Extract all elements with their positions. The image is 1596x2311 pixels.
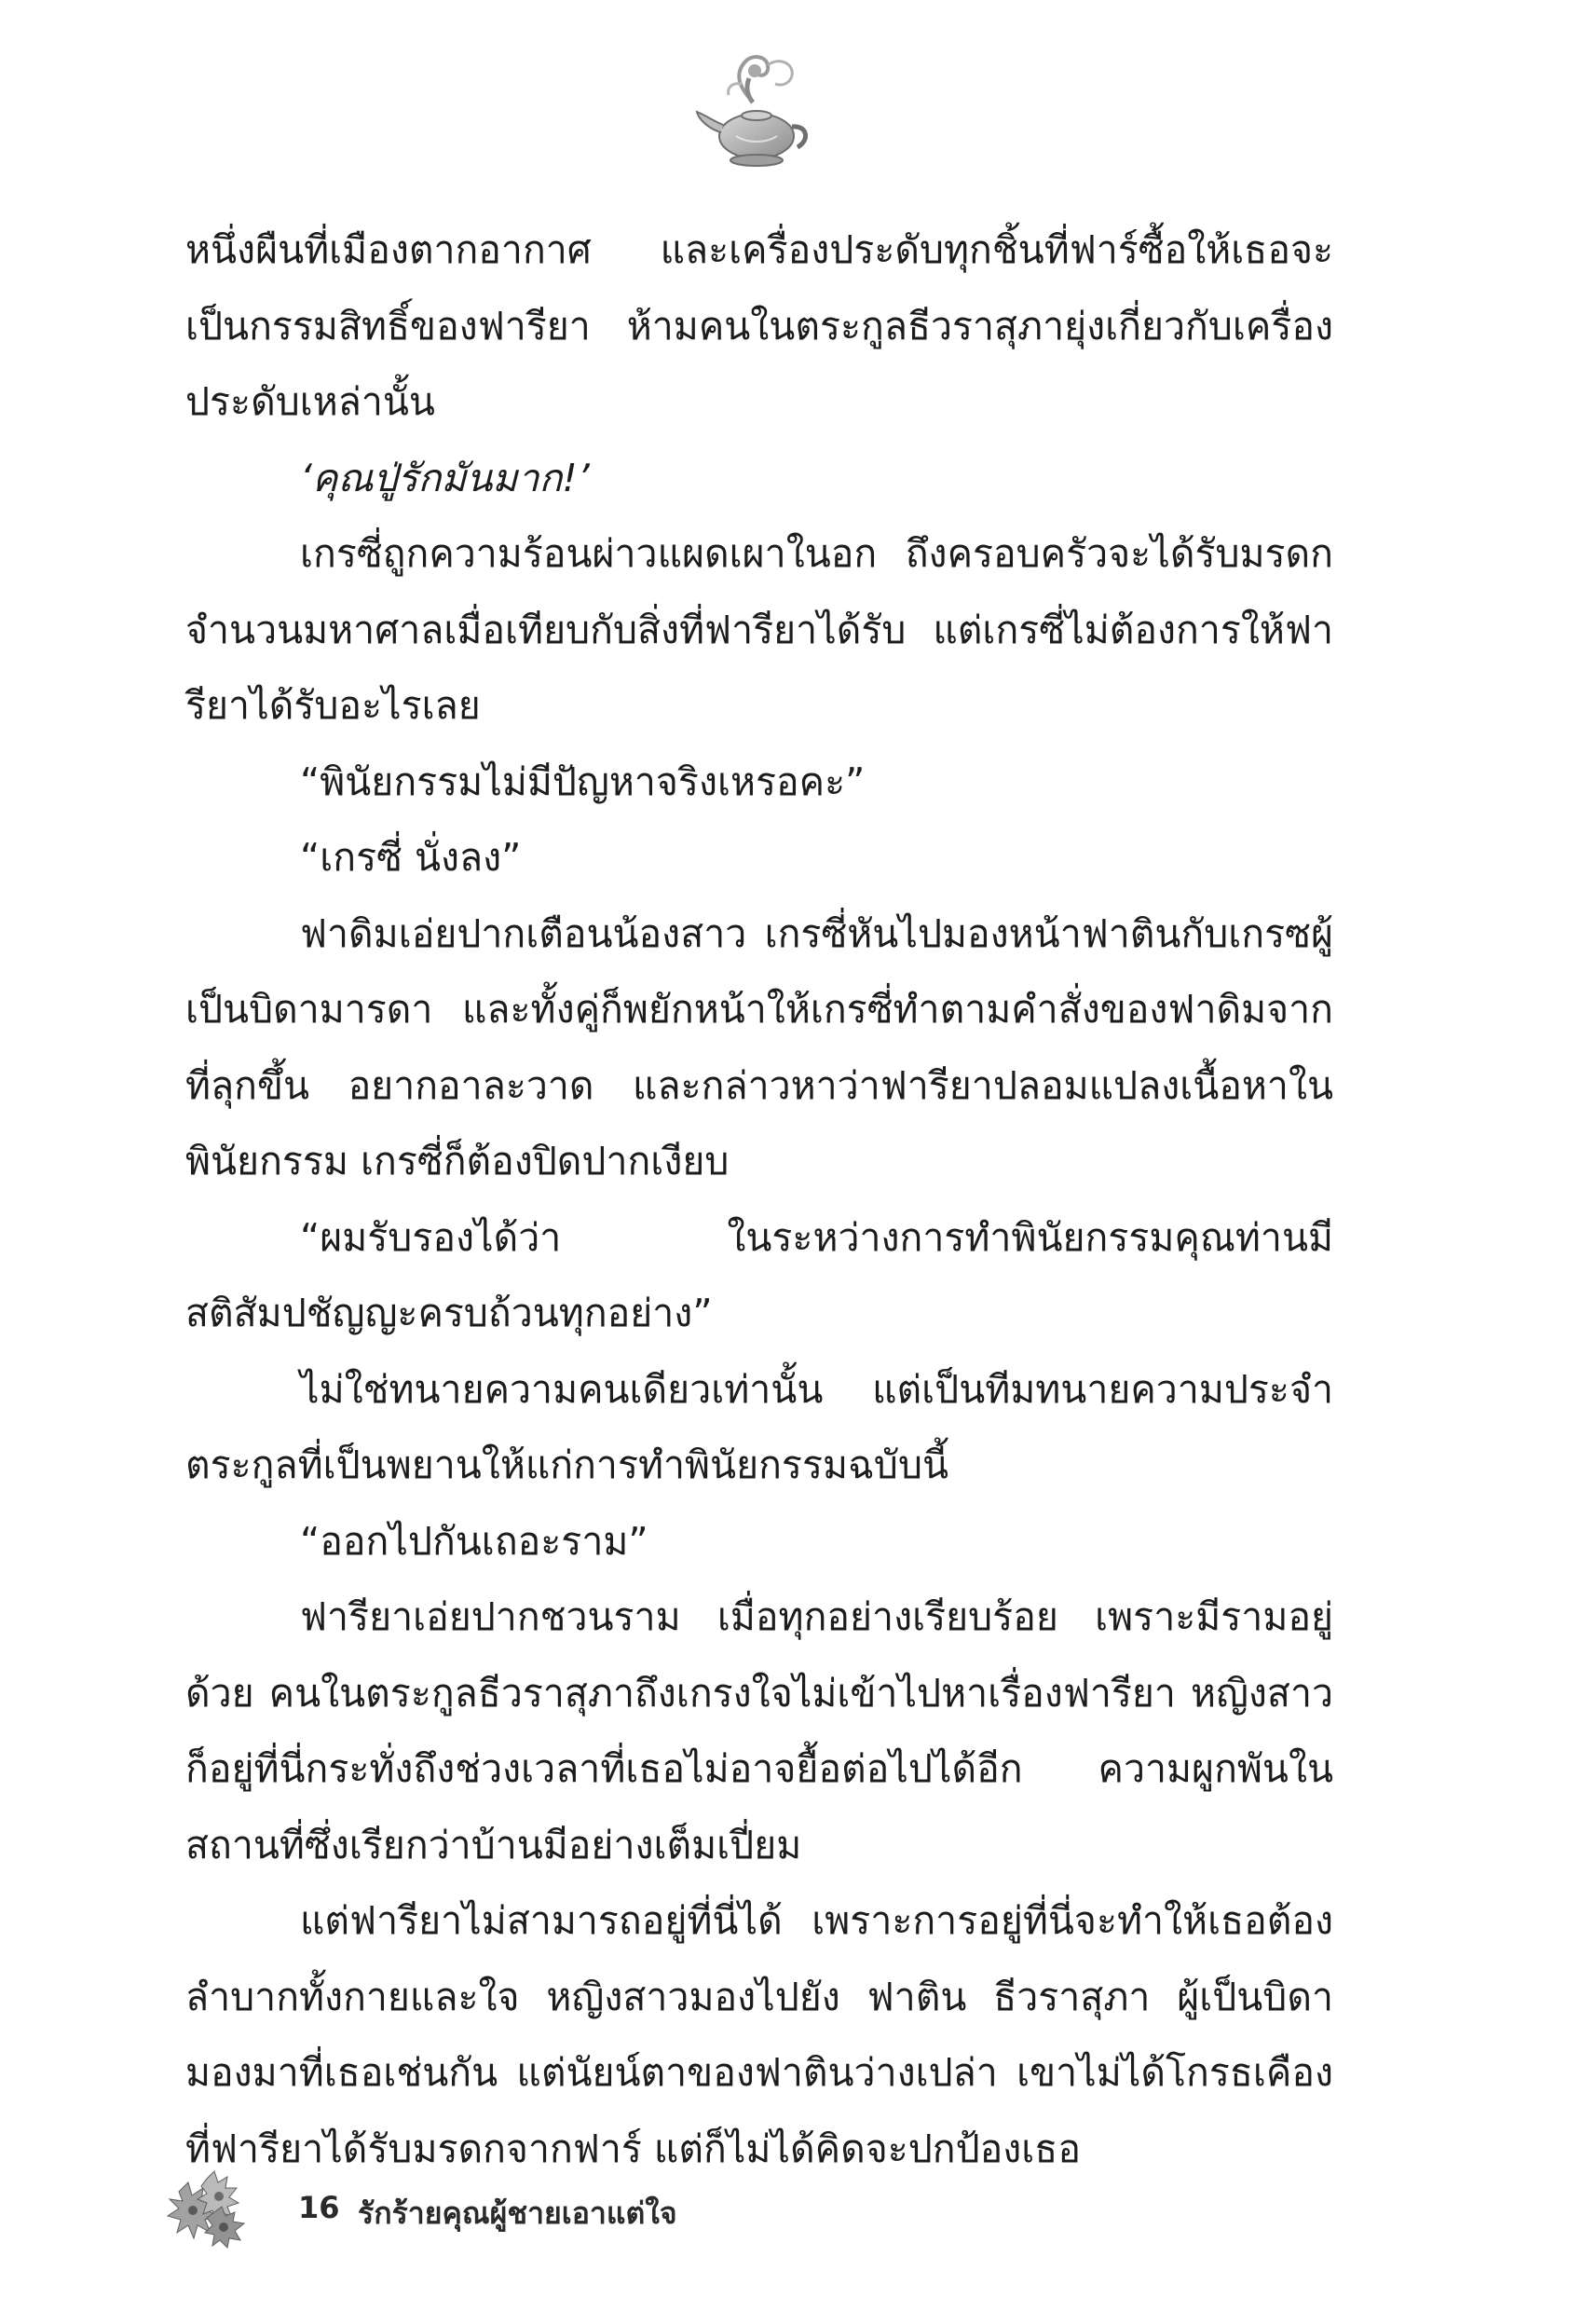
paragraph: หนึ่งผืนที่เมืองตากอากาศ และเครื่องประดับทุกชิ้นที่ฟาร์ซื้อให้เธอจะเป็นกรรมสิทธิ์ของฟารียา ห้ามคนในตระกูลธีวราสุภายุ่งเกี่ยวกับเครื่องประดับเหล่านั้น [185,227,1333,424]
paragraph: “ผมรับรองได้ว่า ในระหว่างการทำพินัยกรรมคุณท่านมีสติสัมปชัญญะครบถ้วนทุกอย่าง” [185,1214,1333,1335]
paragraph: แต่ฟารียาไม่สามารถอยู่ที่นี่ได้ เพราะการอยู่ที่นี่จะทำให้เธอต้องลำบากทั้งกายและใจ หญิงสาวมองไปยัง ฟาติน ธีวราสุภา ผู้เป็นบิดามองมาที่เธอเช่นกัน แต่นัยน์ตาของฟาตินว่างเปล่า เขาไม่ได้โกรธเคืองที่ฟารียาได้รับมรดกจากฟาร์ แต่ก็ไม่ได้คิดจะปกป้องเธอ [185,1898,1333,2171]
flower-ornament-icon [160,2154,263,2257]
paragraph: ไม่ใช่ทนายความคนเดียวเท่านั้น แต่เป็นทีมทนายความประจำตระกูลที่เป็นพยานให้แก่การทำพินัยกรรมฉบับนี้ [185,1366,1333,1487]
page-footer [160,2154,999,2257]
teapot-ornament-icon [688,50,818,171]
paragraph: ฟาดิมเอ่ยปากเตือนน้องสาว เกรซี่หันไปมองหน้าฟาตินกับเกรซผู้เป็นบิดามารดา และทั้งคู่ก็พยักหน้าให้เกรซี่ทำตามคำสั่งของฟาดิมจากที่ลุกขึ้น อยากอาละวาด และกล่าวหาว่าฟารียาปลอมแปลงเนื้อหาในพินัยกรรม เกรซี่ก็ต้องปิดปากเงียบ [185,910,1333,1183]
page-number: 16 [298,2190,340,2225]
paragraph: “ออกไปกันเถอะราม” [300,1518,648,1564]
body-text [185,212,1333,2187]
paragraph: เกรซี่ถูกความร้อนผ่าวแผดเผาในอก ถึงครอบครัวจะได้รับมรดกจำนวนมหาศาลเมื่อเทียบกับสิ่งที่ฟารียาได้รับ แต่เกรซี่ไม่ต้องการให้ฟารียาได้รับอะไรเลย [185,531,1333,728]
paragraph: “พินัยกรรมไม่มีปัญหาจริงเหรอคะ” [300,759,866,804]
paragraph: “เกรซี่ นั่งลง” [300,835,522,880]
paragraph: ‘คุณปู่รักมันมาก!’ [300,455,590,500]
book-title: รักร้ายคุณผู้ชายเอาแต่ใจ [358,2195,677,2231]
paragraph: ฟารียาเอ่ยปากชวนราม เมื่อทุกอย่างเรียบร้อย เพราะมีรามอยู่ด้วย คนในตระกูลธีวราสุภาถึงเกรงใจไม่เข้าไปหาเรื่องฟารียา หญิงสาวก็อยู่ที่นี่กระทั่งถึงช่วงเวลาที่เธอไม่อาจยื้อต่อไปได้อีก ความผูกพันในสถานที่ซึ่งเรียกว่าบ้านมีอย่างเต็มเปี่ยม [185,1594,1333,1867]
